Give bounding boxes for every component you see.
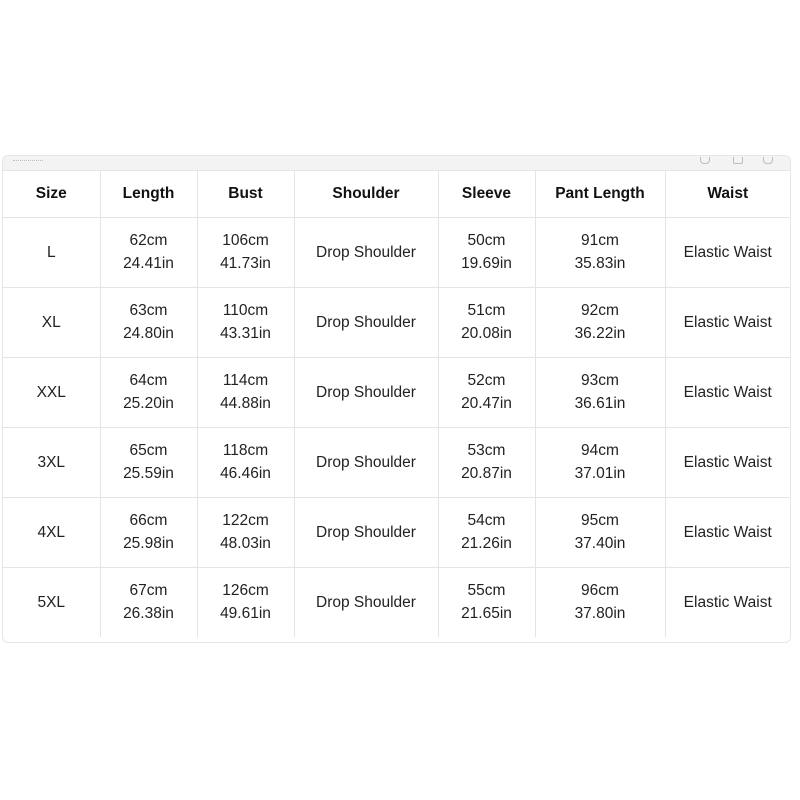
cell-bust-in: 46.46in	[220, 465, 271, 482]
cell-pant-in: 37.80in	[574, 605, 626, 623]
cell-bust-in: 48.03in	[220, 535, 271, 552]
cell-size: XXL	[3, 357, 100, 427]
cell-pant-length	[535, 287, 665, 357]
cell-length-cm: 62cm	[129, 232, 168, 249]
size-chart-frame	[2, 155, 791, 643]
cell-pant-length	[535, 497, 665, 567]
cell-sleeve-cm: 51cm	[467, 302, 506, 319]
cell-length-cm: 63cm	[129, 302, 168, 319]
cell-pant-cm: 95cm	[581, 512, 619, 529]
cell-bust-in: 49.61in	[220, 605, 271, 623]
cell-length-in: 25.59in	[123, 465, 174, 482]
cell-sleeve	[438, 567, 535, 637]
cell-sleeve-cm: 54cm	[467, 512, 506, 529]
header-sleeve: Sleeve	[438, 171, 535, 217]
cell-size: L	[3, 217, 100, 287]
cell-pant-cm: 94cm	[581, 442, 619, 459]
cell-length-cm: 65cm	[129, 442, 168, 459]
toolbar-label-fragment	[13, 156, 43, 161]
cell-sleeve-in: 20.08in	[461, 325, 512, 342]
cell-waist: Elastic Waist	[665, 497, 790, 567]
toolbar-more-icon[interactable]	[763, 157, 773, 164]
cell-size: 4XL	[3, 497, 100, 567]
cell-bust-cm: 114cm	[222, 372, 269, 389]
cell-bust-cm: 110cm	[222, 302, 269, 319]
table-row	[3, 357, 790, 427]
cell-length-in: 24.41in	[123, 255, 174, 272]
header-waist: Waist	[665, 171, 790, 217]
cell-pant-cm: 91cm	[581, 232, 619, 249]
toolbar-square-icon[interactable]	[733, 157, 743, 164]
cell-length-cm: 67cm	[129, 582, 168, 600]
cell-pant-length	[535, 567, 665, 637]
cell-length-in: 25.98in	[123, 535, 174, 552]
cell-shoulder: Drop Shoulder	[294, 217, 438, 287]
cell-length-cm: 66cm	[129, 512, 168, 529]
header-row	[3, 171, 790, 217]
cell-bust-cm: 106cm	[222, 232, 269, 249]
header-shoulder: Shoulder	[294, 171, 438, 217]
cell-pant-length	[535, 217, 665, 287]
size-chart-table	[3, 171, 790, 637]
cell-bust	[197, 217, 294, 287]
cell-pant-in: 37.01in	[574, 465, 626, 482]
header-length: Length	[100, 171, 197, 217]
cell-pant-length	[535, 357, 665, 427]
cell-sleeve	[438, 427, 535, 497]
cell-waist: Elastic Waist	[683, 593, 772, 611]
cell-waist: Elastic Waist	[665, 427, 790, 497]
cell-sleeve-cm: 53cm	[467, 442, 506, 459]
cell-bust	[197, 567, 294, 637]
cell-size: 3XL	[3, 427, 100, 497]
cell-length	[100, 497, 197, 567]
cell-shoulder: Drop Shoulder	[294, 567, 438, 637]
cell-bust	[197, 287, 294, 357]
cell-sleeve-in: 19.69in	[461, 255, 512, 272]
cell-length-in: 24.80in	[123, 325, 174, 342]
cell-sleeve	[438, 287, 535, 357]
cell-sleeve-in: 20.47in	[461, 395, 512, 412]
cell-size: XL	[3, 287, 100, 357]
cell-bust-cm: 126cm	[222, 582, 269, 600]
cell-pant-in: 36.22in	[574, 325, 626, 342]
cell-shoulder: Drop Shoulder	[294, 427, 438, 497]
cell-length	[100, 427, 197, 497]
cell-bust	[197, 497, 294, 567]
cell-sleeve-cm: 50cm	[467, 232, 506, 249]
cell-length-in: 25.20in	[123, 395, 174, 412]
cell-bust-in: 41.73in	[220, 255, 271, 272]
cell-length	[100, 357, 197, 427]
cell-sleeve-cm: 55cm	[467, 582, 506, 600]
cell-bust-in: 44.88in	[220, 395, 271, 412]
cell-pant-in: 36.61in	[574, 395, 626, 412]
table-row	[3, 427, 790, 497]
table-row	[3, 217, 790, 287]
table-row	[3, 287, 790, 357]
cell-waist: Elastic Waist	[665, 217, 790, 287]
cell-shoulder: Drop Shoulder	[294, 497, 438, 567]
cell-pant-cm: 93cm	[581, 372, 619, 389]
cell-sleeve	[438, 497, 535, 567]
cell-sleeve	[438, 217, 535, 287]
cell-length-in: 26.38in	[123, 605, 174, 623]
cell-pant-cm: 92cm	[581, 302, 619, 319]
cell-sleeve-in: 20.87in	[461, 465, 512, 482]
cell-waist: Elastic Waist	[665, 357, 790, 427]
header-size: Size	[3, 171, 100, 217]
cell-bust-in: 43.31in	[220, 325, 271, 342]
header-bust: Bust	[197, 171, 294, 217]
cell-bust-cm: 118cm	[222, 442, 269, 459]
cell-pant-cm: 96cm	[581, 582, 619, 600]
table-row	[3, 567, 790, 637]
cell-sleeve-cm: 52cm	[467, 372, 506, 389]
cell-length-cm: 64cm	[129, 372, 168, 389]
cell-pant-in: 35.83in	[574, 255, 626, 272]
cell-waist: Elastic Waist	[665, 287, 790, 357]
cell-sleeve-in: 21.65in	[461, 605, 512, 623]
cell-length	[100, 567, 197, 637]
table-row	[3, 497, 790, 567]
cell-sleeve-in: 21.26in	[461, 535, 512, 552]
cell-length	[100, 287, 197, 357]
cell-bust-cm: 122cm	[222, 512, 269, 529]
cell-bust	[197, 427, 294, 497]
cell-shoulder: Drop Shoulder	[294, 287, 438, 357]
cell-pant-in: 37.40in	[574, 535, 626, 552]
frame-toolbar	[3, 156, 790, 171]
header-pant-length: Pant Length	[535, 171, 665, 217]
cell-bust	[197, 357, 294, 427]
cell-size: 5XL	[3, 567, 100, 637]
cell-sleeve	[438, 357, 535, 427]
cell-length	[100, 217, 197, 287]
toolbar-circle-icon[interactable]	[700, 157, 710, 164]
cell-pant-length	[535, 427, 665, 497]
cell-shoulder: Drop Shoulder	[294, 357, 438, 427]
